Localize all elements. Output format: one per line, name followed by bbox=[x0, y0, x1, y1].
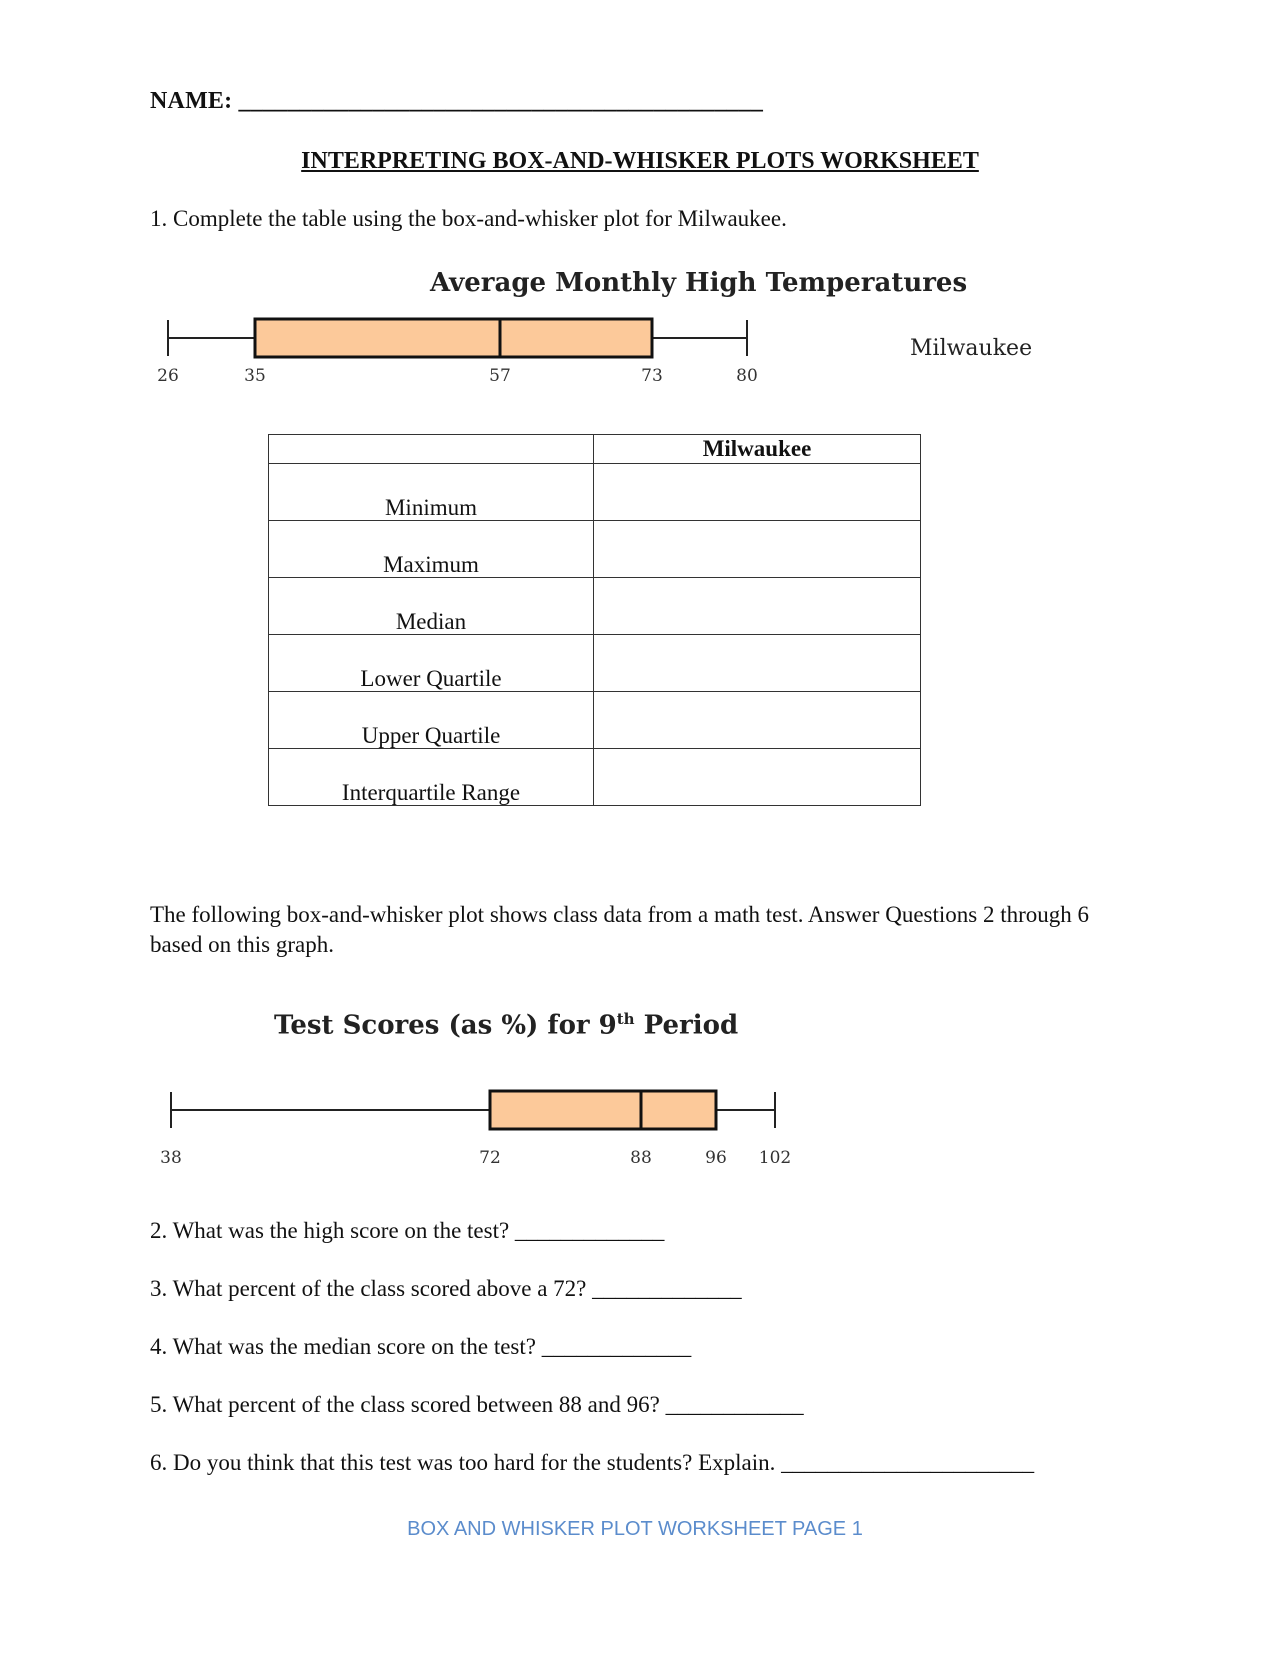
page-footer: BOX AND WHISKER PLOT WORKSHEET PAGE 1 bbox=[407, 1518, 863, 1540]
tick-label-80: 80 bbox=[736, 366, 758, 386]
table-row bbox=[269, 578, 921, 635]
answer-cell-minimum[interactable] bbox=[594, 464, 921, 521]
question-3[interactable]: 3. What percent of the class scored above a 72? _____________ bbox=[150, 1276, 742, 1301]
table-row bbox=[269, 521, 921, 578]
row-label-lower-quartile: Lower Quartile bbox=[269, 635, 594, 692]
question-1: 1. Complete the table using the box-and-whisker plot for Milwaukee. bbox=[150, 206, 787, 231]
plot1-title: Average Monthly High Temperatures bbox=[430, 268, 968, 298]
row-label-upper-quartile: Upper Quartile bbox=[269, 692, 594, 749]
question-4[interactable]: 4. What was the median score on the test? _____________ bbox=[150, 1334, 692, 1359]
tick-label-72: 72 bbox=[479, 1148, 501, 1168]
tick-label-57: 57 bbox=[489, 366, 511, 386]
plot1-series-label: Milwaukee bbox=[910, 336, 1033, 361]
table-row bbox=[269, 635, 921, 692]
table-row bbox=[269, 749, 921, 806]
row-label-maximum: Maximum bbox=[269, 521, 594, 578]
plot2-title-main: Test Scores (as %) for 9 bbox=[274, 1010, 617, 1041]
table-header-left bbox=[269, 435, 594, 464]
table-row bbox=[269, 692, 921, 749]
tick-label-26: 26 bbox=[157, 366, 179, 386]
tick-label-38: 38 bbox=[160, 1148, 182, 1168]
table-header-milwaukee: Milwaukee bbox=[594, 435, 921, 464]
table-row bbox=[269, 464, 921, 521]
question-6[interactable]: 6. Do you think that this test was too hard for the students? Explain. ______________________ bbox=[150, 1450, 1035, 1475]
name-label: NAME: bbox=[150, 88, 233, 114]
tick-label-73: 73 bbox=[641, 366, 663, 386]
table-header-row bbox=[269, 435, 921, 464]
answer-cell-upper-quartile[interactable] bbox=[594, 692, 921, 749]
question-5[interactable]: 5. What percent of the class scored between 88 and 96? ____________ bbox=[150, 1392, 804, 1417]
quartile-box bbox=[490, 1091, 716, 1129]
row-label-median: Median bbox=[269, 578, 594, 635]
plot1-box-whisker bbox=[157, 319, 758, 386]
tick-label-102: 102 bbox=[758, 1148, 792, 1168]
plot2-title bbox=[274, 1010, 738, 1041]
answer-cell-median[interactable] bbox=[594, 578, 921, 635]
name-blank[interactable]: ___________________________________________ bbox=[238, 88, 764, 114]
instructions-paragraph: The following box-and-whisker plot shows class data from a math test. Answer Questions 2 through 6 based on this graph. bbox=[150, 902, 1090, 957]
plot2-title-end: Period bbox=[634, 1010, 739, 1041]
answer-cell-lower-quartile[interactable] bbox=[594, 635, 921, 692]
tick-label-35: 35 bbox=[244, 366, 266, 386]
question-2[interactable]: 2. What was the high score on the test? _____________ bbox=[150, 1218, 665, 1243]
stats-table bbox=[268, 434, 921, 806]
answer-cell-maximum[interactable] bbox=[594, 521, 921, 578]
plot2-box-whisker bbox=[160, 1091, 791, 1168]
quartile-box bbox=[255, 319, 652, 357]
tick-label-88: 88 bbox=[630, 1148, 652, 1168]
worksheet-title: INTERPRETING BOX-AND-WHISKER PLOTS WORKSHEET bbox=[301, 148, 979, 174]
tick-label-96: 96 bbox=[705, 1148, 727, 1168]
answer-cell-interquartile-range[interactable] bbox=[594, 749, 921, 806]
row-label-interquartile-range: Interquartile Range bbox=[269, 749, 594, 806]
row-label-minimum: Minimum bbox=[269, 464, 594, 521]
plot2-title-sup: th bbox=[616, 1010, 635, 1028]
